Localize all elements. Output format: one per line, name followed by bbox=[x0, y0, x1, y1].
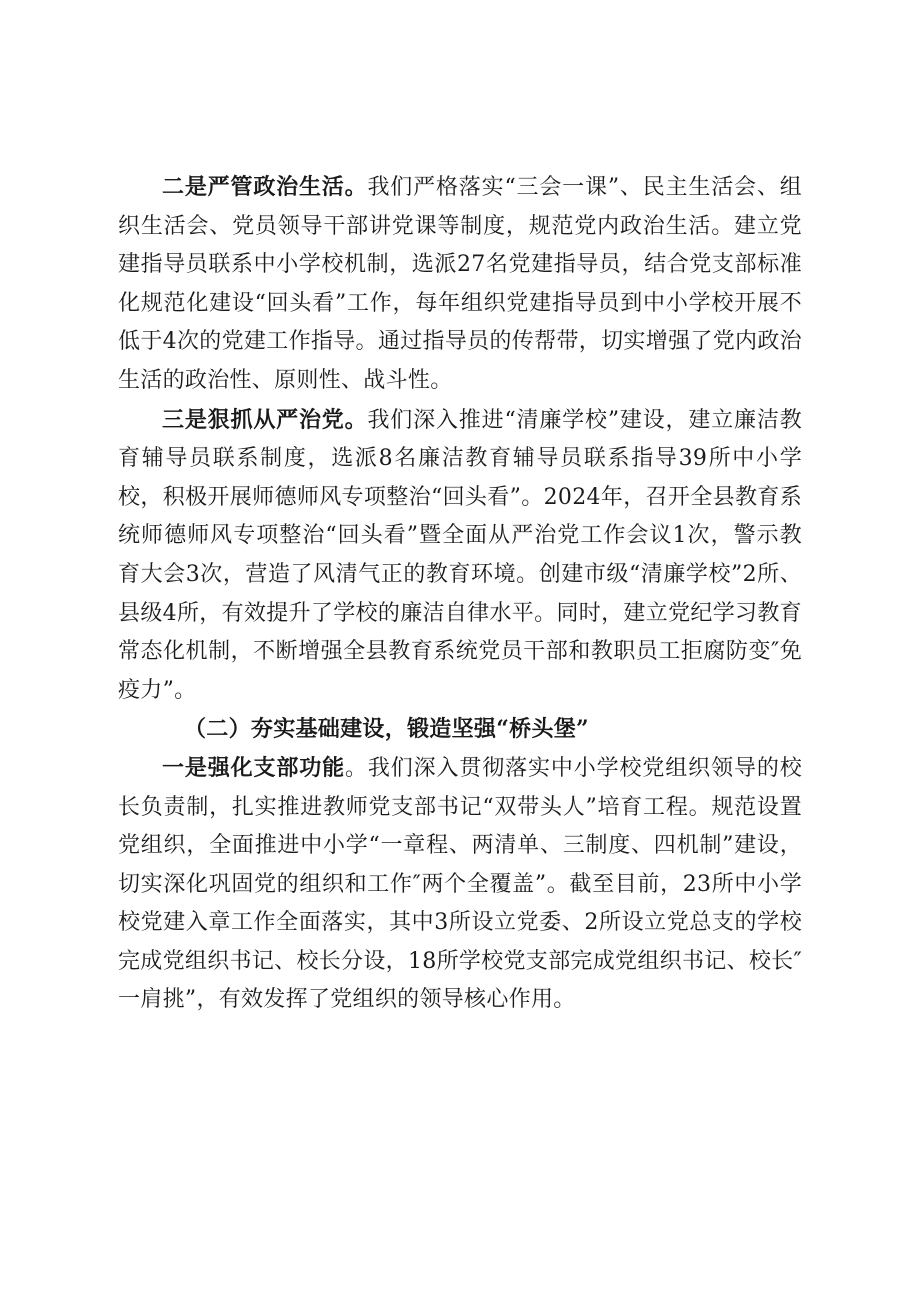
paragraph-strict-political-life bbox=[118, 168, 802, 401]
section-heading: （二）夯实基础建设，锻造坚强“桥头堡” bbox=[184, 716, 590, 743]
paragraph-body: 我们深入推进“清廉学校”建设，建立廉洁教育辅导员联系制度，选派8名廉洁教育辅导员联系指导39所中小学校，积极开展师德师风专项整治“回头看”。2024年，召开全县教育系统师德师风专项整治“回头看”暨全面从严治党工作会议1次，警示教育大会3次，营造了风清气正的教育环境。创建市级“清廉学校”2所、县级4所，有效提升了学校的廉洁自律水平。同时，建立党纪学习教育常态化机制，不断增强全县教育系统党员干部和教职员工拒腐防变″免疫力”。 bbox=[118, 407, 803, 703]
paragraph-lead: 二是严管政治生活。 bbox=[162, 174, 368, 200]
paragraph-strict-governance bbox=[118, 401, 802, 711]
paragraph-branch-function bbox=[118, 749, 802, 1020]
document-page bbox=[118, 168, 802, 1020]
paragraph-body: 我们严格落实“三会一课”、民主生活会、组织生活会、党员领导干部讲党课等制度，规范党内政治生活。建立党建指导员联系中小学校机制，选派27名党建指导员，结合党支部标准化规范化建设“回头看”工作，每年组织党建指导员到中小学校开展不低于4次的党建工作指导。通过指导员的传帮带，切实增强了党内政治生活的政治性、原则性、战斗性。 bbox=[118, 175, 803, 393]
paragraph-body: 。我们深入贯彻落实中小学校党组织领导的校长负责制，扎实推进教师党支部书记“双带头人”培育工程。规范设置党组织，全面推进中小学“一章程、两清单、三制度、四机制”建设，切实深化巩固党的组织和工作″两个全覆盖”。截至目前，23所中小学校党建入章工作全面落实，其中3所设立党委、2所设立党总支的学校完成党组织书记、校长分设，18所学校党支部完成党组织书记、校长″一肩挑”，有效发挥了党组织的领导核心作用。 bbox=[118, 755, 802, 1013]
paragraph-lead: 三是狠抓从严治党。 bbox=[162, 406, 368, 433]
paragraph-lead: 一是强化支部功能 bbox=[162, 754, 346, 781]
